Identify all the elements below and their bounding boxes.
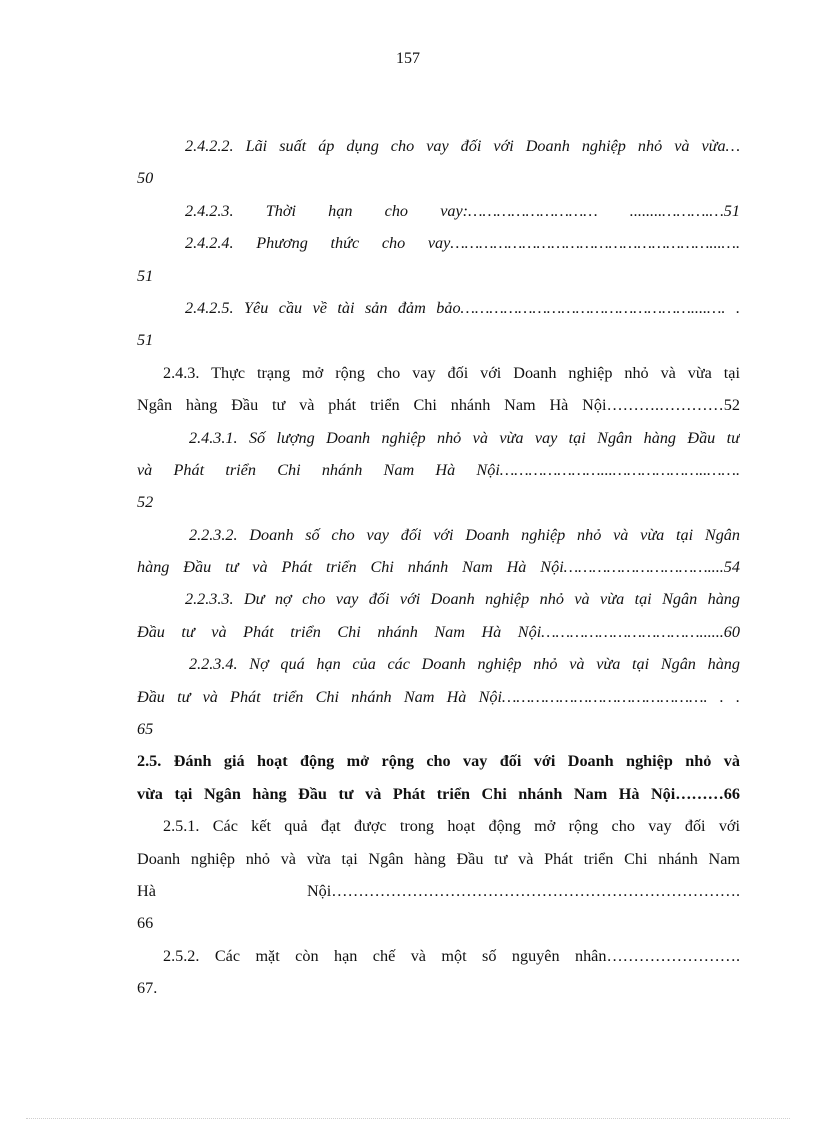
- page-bottom-divider: [26, 1118, 790, 1119]
- toc-entry-2-5-2: 2.5.2. Các mặt còn hạn chế và một số nguyên nhân…………………….: [163, 946, 740, 965]
- table-of-contents: [137, 130, 740, 1005]
- toc-entry-2-2-3-3-continued: Đầu tư và Phát triển Chi nhánh Nam Hà Nội……………………………......60: [137, 622, 740, 641]
- toc-page-number: 50: [137, 169, 154, 188]
- toc-entry-2-4-3-1: 2.4.3.1. Số lượng Doanh nghiệp nhỏ và vừa vay tại Ngân hàng Đầu tư: [189, 428, 740, 447]
- toc-page-number: 52: [137, 493, 154, 512]
- toc-entry-2-5-1: 2.5.1. Các kết quả đạt được trong hoạt động mở rộng cho vay đối với: [163, 817, 740, 836]
- toc-page-number: 66: [137, 914, 154, 933]
- toc-page-number: 67.: [137, 979, 158, 998]
- toc-entry-2-4-2-3: 2.4.2.3. Thời hạn cho vay:……………………… ........……….…51: [185, 201, 740, 220]
- toc-section-2-5-continued: vừa tại Ngân hàng Đầu tư và Phát triển Chi nhánh Nam Hà Nội………66: [137, 784, 740, 803]
- toc-entry-2-5-1-continued: Doanh nghiệp nhỏ và vừa tại Ngân hàng Đầu tư và Phát triển Chi nhánh Nam: [137, 849, 740, 868]
- toc-entry-2-4-2-2: 2.4.2.2. Lãi suất áp dụng cho vay đối với Doanh nghiệp nhỏ và vừa…: [185, 137, 740, 155]
- toc-entry-2-4-3-continued: Ngân hàng Đầu tư và phát triển Chi nhánh Nam Hà Nội……….…………52: [137, 396, 740, 415]
- toc-entry-2-2-3-2-continued: hàng Đầu tư và Phát triển Chi nhánh Nam Hà Nội…………………………....54: [137, 558, 740, 577]
- toc-entry-2-2-3-2: 2.2.3.2. Doanh số cho vay đối với Doanh nghiệp nhỏ và vừa tại Ngân: [189, 525, 740, 544]
- toc-entry-2-5-1-continued-2: Hà Nội………………………………………………………………….: [137, 881, 740, 900]
- toc-entry-2-4-3: 2.4.3. Thực trạng mở rộng cho vay đối với Doanh nghiệp nhỏ và vừa tại: [163, 363, 740, 382]
- toc-page-number: 51: [137, 331, 154, 350]
- toc-entry-2-2-3-4-continued: Đầu tư và Phát triển Chi nhánh Nam Hà Nội……………………………………. . .: [137, 687, 740, 706]
- toc-page-number: 51: [137, 266, 154, 285]
- toc-entry-2-4-3-1-continued: và Phát triển Chi nhánh Nam Hà Nội…………………...………………..…….: [137, 460, 740, 479]
- toc-entry-2-4-2-4: 2.4.2.4. Phương thức cho vay………………………………………………...….: [185, 234, 740, 253]
- toc-entry-2-2-3-4: 2.2.3.4. Nợ quá hạn của các Doanh nghiệp nhỏ và vừa tại Ngân hàng: [189, 655, 740, 674]
- toc-entry-2-4-2-5: 2.4.2.5. Yêu cầu về tài sản đảm bảo…………………………………………....…. .: [185, 298, 740, 317]
- toc-section-2-5: 2.5. Đánh giá hoạt động mở rộng cho vay đối với Doanh nghiệp nhỏ và: [137, 752, 740, 771]
- page-number: 157: [396, 50, 420, 67]
- toc-entry-2-2-3-3: 2.2.3.3. Dư nợ cho vay đối với Doanh nghiệp nhỏ và vừa tại Ngân hàng: [185, 590, 740, 609]
- toc-page-number: 65: [137, 720, 154, 739]
